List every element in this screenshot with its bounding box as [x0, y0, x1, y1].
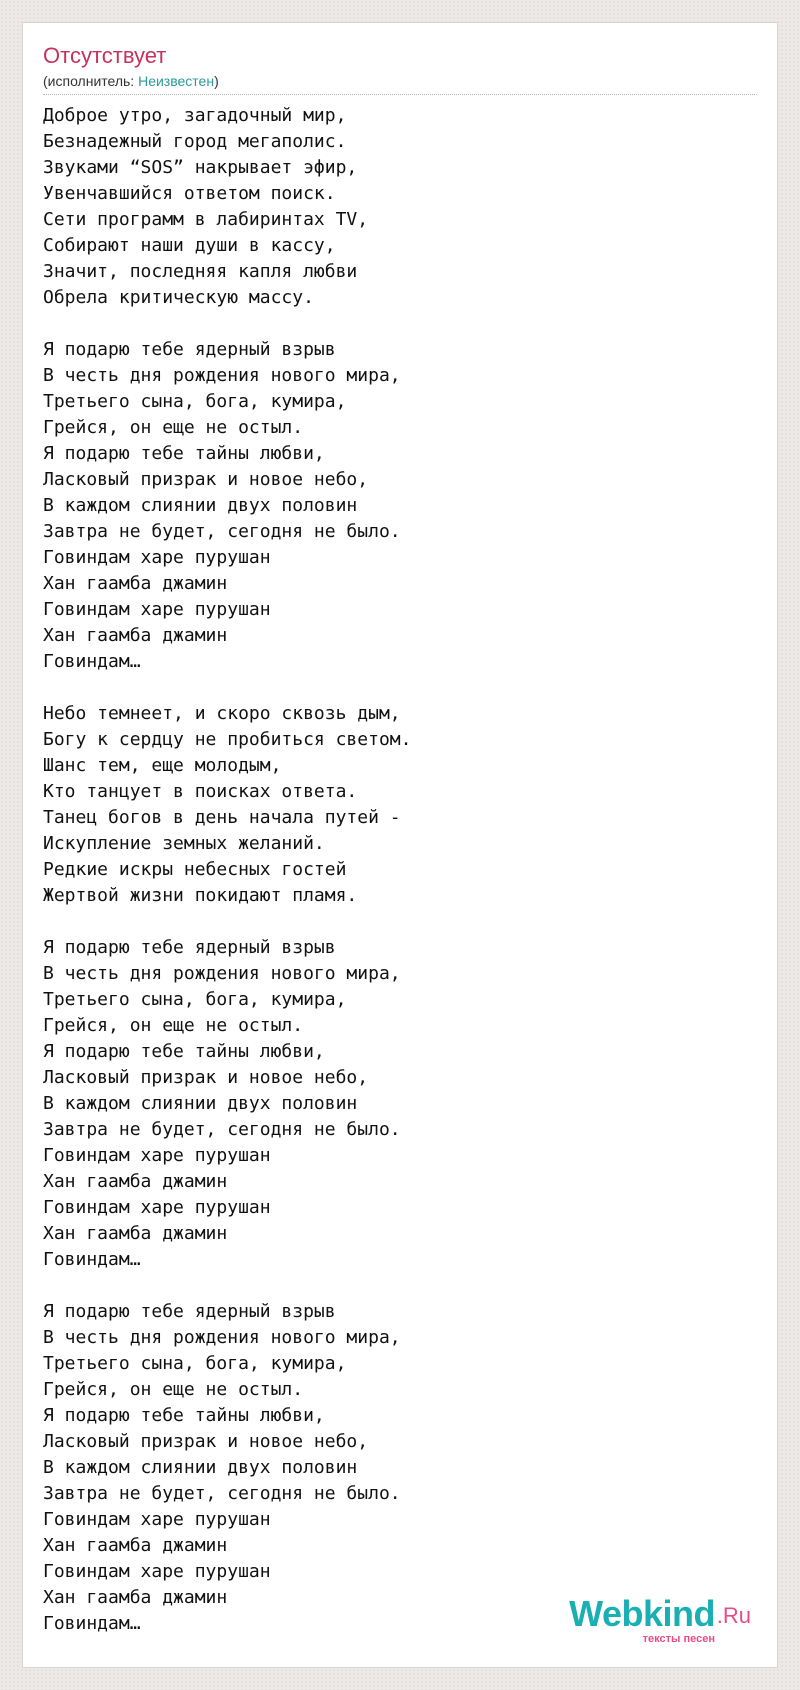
artist-suffix: ) — [214, 73, 219, 89]
artist-prefix: (исполнитель: — [43, 73, 139, 89]
logo-tld: .Ru — [716, 1603, 751, 1628]
header-divider — [43, 94, 757, 95]
artist-link[interactable]: Неизвестен — [138, 73, 215, 89]
lyrics-text: Доброе утро, загадочный мир, Безнадежный город мегаполис. Звуками “SOS” накрывает эфир, Увенчавшийся ответом поиск. Сети программ в лабиринтах TV, Собирают наши души в кассу, Значит, последняя капля любви Обрела критическую массу. Я подарю тебе ядерный взрыв В честь дня рождения нового мира, Третьего сына, бога, кумира, Грейся, он еще не остыл. Я подарю тебе тайны любви, Ласковый призрак и новое небо, В каждом слиянии двух половин Завтра не будет, сегодня не было. Говиндам харе пурушан Хан гаамба джамин Говиндам харе пурушан Хан гаамба джамин Говиндам… Небо темнеет, и скоро сквозь дым, Богу к сердцу не пробиться светом. Шанс тем, еще молодым, Кто танцует в поисках ответа. Танец богов в день начала путей - Искупление земных желаний. Редкие искры небесных гостей Жертвой жизни покидают пламя. Я подарю тебе ядерный взрыв В честь дня рождения нового мира, Третьего сына, бога, кумира, Грейся, он еще не остыл. Я подарю тебе тайны любви, Ласковый призрак и новое небо, В каждом слиянии двух половин Завтра не будет, сегодня не было. Говиндам харе пурушан Хан гаамба джамин Говиндам харе пурушан Хан гаамба джамин Говиндам… Я подарю тебе ядерный взрыв В честь дня рождения нового мира, Третьего сына, бога, кумира, Грейся, он еще не остыл. Я подарю тебе тайны любви, Ласковый призрак и новое небо, В каждом слиянии двух половин Завтра не будет, сегодня не было. Говиндам харе пурушан Хан гаамба джамин Говиндам харе пурушан Хан гаамба джамин Говиндам… — [43, 105, 412, 1634]
song-title: Отсутствует — [43, 43, 167, 68]
webkind-logo[interactable] — [561, 1593, 751, 1645]
logo-brand: Webkind — [569, 1593, 715, 1634]
lyrics-card — [22, 22, 778, 1668]
artist-line — [43, 73, 219, 89]
logo-subtitle: тексты песен — [642, 1633, 715, 1645]
